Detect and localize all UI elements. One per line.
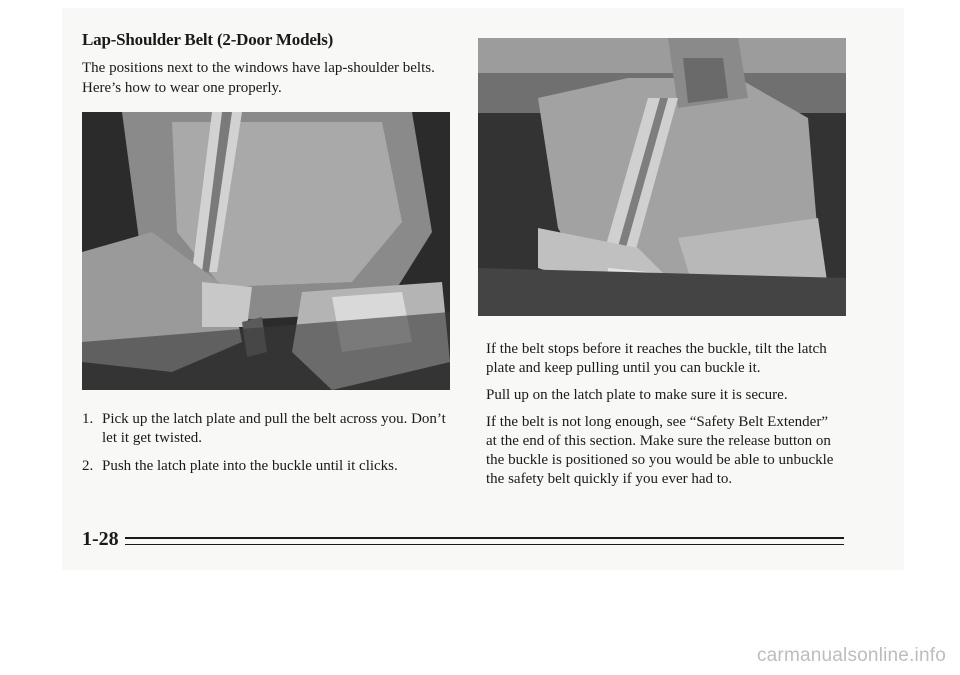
- site-watermark: carmanualsonline.info: [756, 645, 946, 666]
- intro-paragraph: The positions next to the windows have lap-shoulder belts. Here’s how to wear one properly.: [82, 60, 435, 96]
- instruction-steps: [82, 410, 452, 485]
- list-item: [82, 410, 452, 448]
- step-text: Pick up the latch plate and pull the belt across you. Don’t let it get twisted.: [102, 411, 446, 446]
- footer-rule: [125, 537, 844, 545]
- step-number: 2.: [82, 458, 94, 474]
- list-item: [82, 457, 452, 476]
- page-number: 1-28: [82, 527, 119, 550]
- secure-check-paragraph: Pull up on the latch plate to make sure it is secure.: [486, 387, 788, 403]
- section-heading: Lap-Shoulder Belt (2-Door Models): [82, 30, 334, 49]
- page-footer: [82, 526, 844, 552]
- latch-plate-pull-photo: [82, 112, 450, 390]
- buckle-tilt-paragraph: If the belt stops before it reaches the buckle, tilt the latch plate and keep pulling until you can buckle it.: [486, 341, 827, 376]
- belt-buckling-photo: [478, 38, 846, 316]
- right-column-text: [486, 340, 841, 497]
- step-text: Push the latch plate into the buckle until it clicks.: [102, 458, 398, 474]
- extender-paragraph: If the belt is not long enough, see “Safety Belt Extender” at the end of this section. Make sure the release button on the buckle is positioned so you would be able to unbuckle the safety belt quickly if you ever had to.: [486, 414, 834, 487]
- step-number: 1.: [82, 411, 94, 427]
